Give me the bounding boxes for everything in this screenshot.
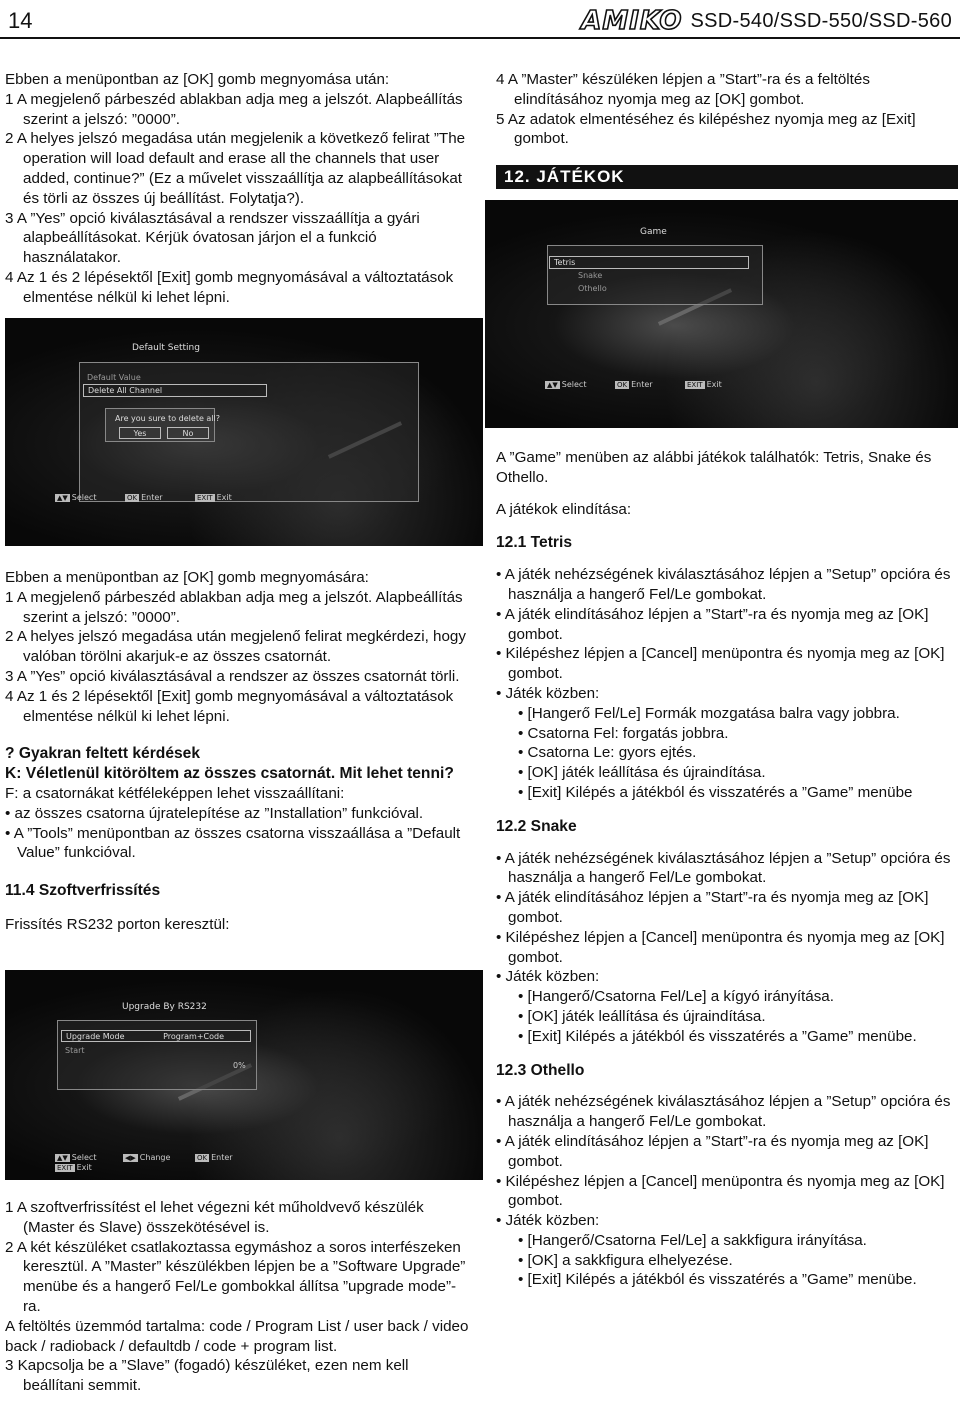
game-screenshot [485, 200, 958, 428]
progress-percent: 0% [233, 1061, 246, 1070]
step-3: 3 A ”Yes” opció kiválasztásával a rendszer visszaállítja a gyári alapbeállításokat. Kérjük óvatosan járjon el a funkció használatakor. [5, 209, 420, 267]
header-brand [581, 6, 952, 36]
othello-sub-bullet: • [Exit] Kilépés a játékból és visszatérés a ”Game” menübe. [518, 1271, 917, 1289]
step-1: 1 A megjelenő párbeszéd ablakban adja meg a jelszót. Alapbeállítás szerint a jelszó: ”0000”. [5, 588, 463, 626]
left-bottom-text [5, 1198, 473, 1396]
section-11-4-heading: 11.4 Szoftverfrissítés [5, 882, 161, 900]
game-item-tetris: Tetris [549, 256, 749, 269]
step-1: 1 A szoftverfrissítést el lehet végezni két műholdvevő készülék (Master és Slave) összekötésével is. [5, 1199, 424, 1236]
footer-enter: OK Enter [617, 380, 653, 389]
snake-sub-bullet: • [Exit] Kilépés a játékból és visszatérés a ”Game” menübe. [518, 1027, 917, 1045]
tetris-sub-bullet: • [OK] játék leállítása és újraindítása. [518, 764, 766, 782]
right-top-text [496, 70, 958, 149]
menu-item-delete-all: Delete All Channel [83, 384, 267, 397]
tetris-bullet: • A játék nehézségének kiválasztásához lépjen a ”Setup” opcióra és használja a hangerő Fel/Le gombokat. [496, 566, 951, 603]
ok-key-icon: OK [127, 494, 138, 502]
screen-title: Default Setting [132, 343, 200, 353]
ok-key-icon: OK [617, 381, 628, 389]
faq-question: K: Véletlenül kitöröltem az összes csatornát. Mit lehet tenni? [5, 765, 454, 783]
footer-exit: EXIT Exit [197, 493, 232, 502]
footer-select: ▲▼ Select [57, 493, 97, 502]
exit-key-icon: EXIT [57, 1164, 73, 1172]
upgrade-mode-value: Program+Code [163, 1032, 225, 1041]
faq-heading: ? Gyakran feltett kérdések [5, 745, 201, 763]
snake-bullet: • Kilépéshez lépjen a [Cancel] menüpontra és nyomja meg az [OK] gombot. [496, 928, 945, 966]
arrow-keys-icon: ▲▼ [547, 381, 558, 389]
upload-mode-contents: A feltöltés üzemmód tartalma: code / Program List / user back / video back / radioback / defaultdb / code + program list. [5, 1317, 469, 1355]
screen-title: Game [640, 227, 667, 237]
tetris-heading: 12.1 Tetris [496, 534, 572, 552]
game-item-othello: Othello [578, 284, 607, 293]
model-number: SSD-540/SSD-550/SSD-560 [690, 9, 952, 32]
right-games-text [496, 448, 958, 1290]
faq-answer: F: a csatornákat kétféleképpen lehet visszaállítani: [5, 784, 345, 802]
tetris-bullet: • A játék elindításához lépjen a ”Start”-ra és nyomja meg az [OK] gombot. [496, 605, 929, 643]
step-2: 2 A helyes jelszó megadása után megjelenő felirat megkérdezi, hogy valóban törölni akarjuk-e az összes csatornát. [5, 628, 466, 666]
tetris-sub-bullet: • Csatorna Fel: forgatás jobbra. [518, 724, 729, 742]
snake-sub-bullet: • [OK] játék leállítása és újraindítása. [518, 1007, 766, 1025]
header-rule [0, 37, 960, 39]
othello-bullet: • Játék közben: [496, 1212, 600, 1230]
snake-sub-bullet: • [Hangerő/Csatorna Fel/Le] a kígyó irányítása. [518, 988, 834, 1006]
othello-bullet: • A játék nehézségének kiválasztásához lépjen a ”Setup” opcióra és használja a hangerő Fel/Le gombokat. [496, 1093, 951, 1131]
footer-exit: EXIT Exit [687, 380, 722, 389]
footer-exit: EXIT Exit [57, 1163, 92, 1172]
othello-sub-bullet: • [Hangerő/Csatorna Fel/Le] a sakkfigura irányítása. [518, 1231, 867, 1249]
step-4: 4 Az 1 és 2 lépésektől [Exit] gomb megnyomásával a változtatások elmentése nélkül ki lehet lépni. [5, 687, 454, 725]
footer-enter: OK Enter [197, 1153, 233, 1162]
tetris-sub-bullet: • Csatorna Le: gyors ejtés. [518, 744, 697, 762]
step-2: 2 A két készüléket csatlakoztassa egymáshoz a soros interfészeken keresztül. A ”Master” készülékben lépjen be a ”Software Upgrade” menübe és a hangerő Fel/Le gombokkal állítsa ”upgrade mode”-ra. [5, 1238, 466, 1315]
step-4: 4 A ”Master” készüléken lépjen a ”Start”-ra és a feltöltés elindításához nyomja meg az [OK] gombot. [496, 71, 870, 108]
section-11-4-intro: Frissítés RS232 porton keresztül: [5, 915, 230, 933]
paragraph: Ebben a menüpontban az [OK] gomb megnyomása után: [5, 71, 390, 88]
snake-bullet: • A játék elindításához lépjen a ”Start”-ra és nyomja meg az [OK] gombot. [496, 889, 929, 926]
othello-sub-bullet: • [OK] a sakkfigura elhelyezése. [518, 1251, 733, 1269]
arrow-keys-icon: ▲▼ [57, 494, 68, 502]
game-start: A játékok elindítása: [496, 500, 632, 518]
left-right-keys-icon: ◀▶ [125, 1154, 136, 1162]
tetris-bullet: • Kilépéshez lépjen a [Cancel] menüpontra és nyomja meg az [OK] gombot. [496, 645, 945, 683]
upgrade-mode-row: Upgrade Mode Program+Code [61, 1030, 251, 1042]
default-setting-screenshot [5, 318, 483, 546]
snake-bullet: • A játék nehézségének kiválasztásához lépjen a ”Setup” opcióra és használja a hangerő Fel/Le gombokat. [496, 849, 951, 887]
step-3: 3 A ”Yes” opció kiválasztásával a rendszer az összes csatornát törli. [5, 667, 460, 685]
arrow-keys-icon: ▲▼ [57, 1154, 68, 1162]
upgrade-screenshot [5, 970, 483, 1180]
step-5: 5 Az adatok elmentéséhez és kilépéshez nyomja meg az [Exit] gombot. [496, 110, 916, 148]
paragraph: Ebben a menüpontban az [OK] gomb megnyomására: [5, 569, 369, 586]
page-number: 14 [8, 8, 33, 33]
game-intro: A ”Game” menüben az alábbi játékok találhatók: Tetris, Snake és Othello. [496, 449, 932, 486]
tetris-sub-bullet: • [Exit] Kilépés a játékból és visszatérés a ”Game” menübe [518, 783, 913, 801]
no-button: No [167, 427, 209, 439]
menu-item-default-value: Default Value [87, 373, 141, 382]
ok-key-icon: OK [197, 1154, 208, 1162]
section-12-heading: 12. JÁTÉKOK [496, 165, 958, 189]
othello-heading: 12.3 Othello [496, 1061, 585, 1079]
footer-select: ▲▼ Select [57, 1153, 97, 1162]
left-mid-text [5, 568, 473, 935]
start-item: Start [65, 1046, 85, 1055]
snake-heading: 12.2 Snake [496, 817, 577, 835]
dialog-text: Are you sure to delete all? [115, 414, 221, 423]
snake-bullet: • Játék közben: [496, 968, 600, 986]
faq-bullet-2: • A ”Tools” menüpontban az összes csatorna visszaállása a ”Default Value” funkcióval. [5, 824, 461, 862]
othello-bullet: • A játék elindításához lépjen a ”Start”-ra és nyomja meg az [OK] gombot. [496, 1132, 929, 1170]
step-3: 3 Kapcsolja be a ”Slave” (fogadó) készüléket, ezen nem kell beállítani semmit. [5, 1357, 409, 1395]
footer-enter: OK Enter [127, 493, 163, 502]
yes-button: Yes [119, 427, 161, 439]
game-item-snake: Snake [578, 271, 603, 280]
exit-key-icon: EXIT [197, 494, 213, 502]
footer-select: ▲▼ Select [547, 380, 587, 389]
step-1: 1 A megjelenő párbeszéd ablakban adja meg a jelszót. Alapbeállítás szerint a jelszó: ”0000”. [5, 90, 463, 128]
exit-key-icon: EXIT [687, 381, 703, 389]
left-top-text [5, 70, 473, 308]
othello-bullet: • Kilépéshez lépjen a [Cancel] menüpontra és nyomja meg az [OK] gombot. [496, 1172, 945, 1210]
tetris-bullet: • Játék közben: [496, 684, 600, 702]
tetris-sub-bullet: • [Hangerő Fel/Le] Formák mozgatása balra vagy jobbra. [518, 704, 900, 722]
step-4: 4 Az 1 és 2 lépésektől [Exit] gomb megnyomásával a változtatások elmentése nélkül ki lehet lépni. [5, 268, 454, 306]
amiko-logo: AMIKO [581, 6, 683, 36]
footer-change: ◀▶ Change [125, 1153, 171, 1162]
screen-title: Upgrade By RS232 [122, 1002, 207, 1012]
step-2: 2 A helyes jelszó megadása után megjelenik a következő felirat ”The operation will load default and erase all the channels that user added, continue?” (Ez a művelet visszaállítja az alapbeállításokat és törli az összes új beállítást. Folytatja?). [5, 130, 466, 207]
faq-bullet-1: • az összes csatorna újratelepítése az ”Installation” funkcióval. [5, 804, 424, 822]
